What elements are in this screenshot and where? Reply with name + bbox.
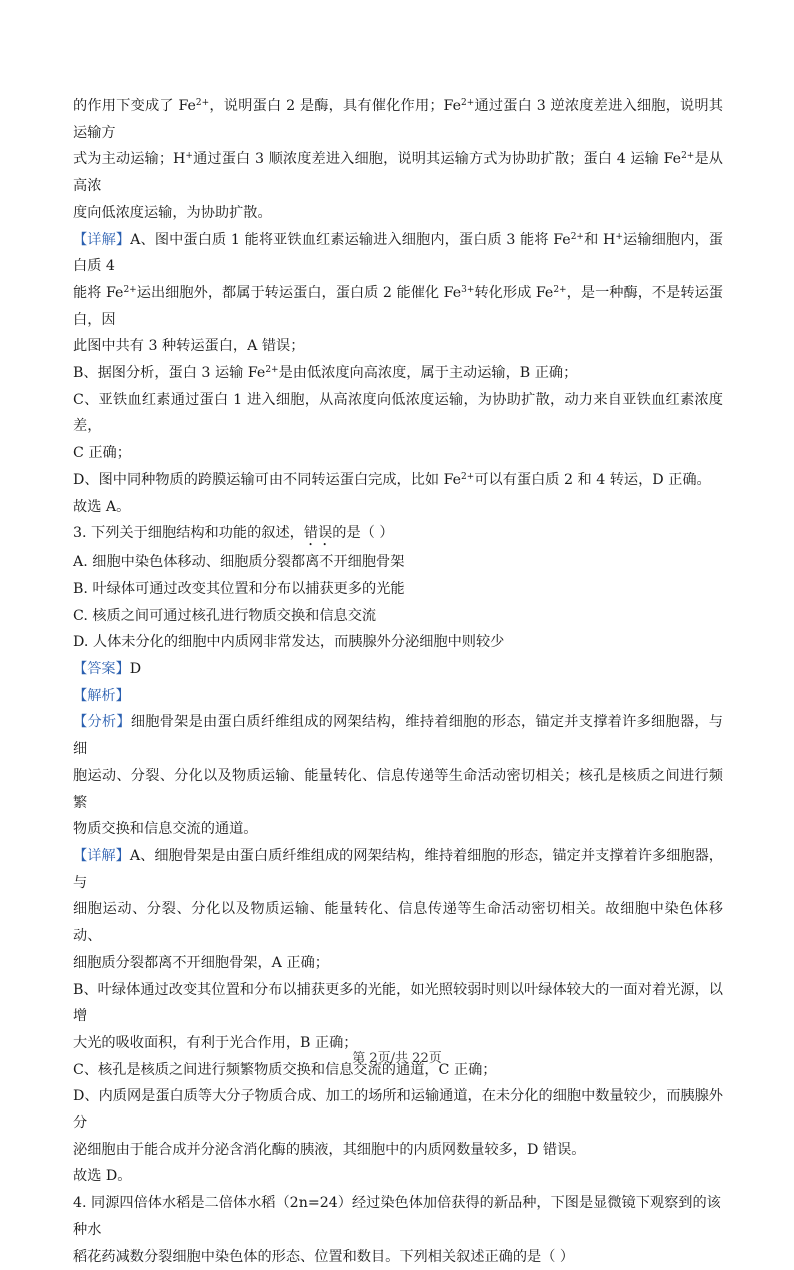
option-c: C. 核质之间可通过核孔进行物质交换和信息交流 <box>73 607 377 624</box>
option-b: B. 叶绿体可通过改变其位置和分布以捕获更多的光能 <box>73 580 405 597</box>
question-4-stem-cont: 稻花药减数分裂细胞中染色体的形态、位置和数目。下列相关叙述正确的是（ ） <box>73 1248 575 1265</box>
text-line: B、叶绿体通过改变其位置和分布以捕获更多的光能，如光照较弱时则以叶绿体较大的一面对着光源，以增 <box>73 981 723 1025</box>
text-line: 式为主动运输；H+通过蛋白 3 顺浓度差进入细胞，说明其运输方式为协助扩散；蛋白 4 运输 $Fe^{2+}$是从高浓 <box>73 151 723 195</box>
answer-line <box>73 656 723 683</box>
text-line: 大光的吸收面积，有利于光合作用，B 正确； <box>73 1034 358 1051</box>
text-line: 此图中共有 3 种转运蛋白，A 错误； <box>73 338 305 355</box>
detail-line: 【详解】A、细胞骨架是由蛋白质纤维组成的网架结构，维持着细胞的形态，锚定并支撑着许多细胞器，与 <box>73 847 723 891</box>
text-line: C、亚铁血红素通过蛋白 1 进入细胞，从高浓度向低浓度运输，为协助扩散，动力来自亚铁血红素浓度差， <box>73 391 723 435</box>
analysis-line: 【分析】细胞骨架是由蛋白质纤维组成的网架结构，维持着细胞的形态，锚定并支撑着许多细胞器，与细 <box>73 714 723 758</box>
question-3-stem: 3. 下列关于细胞结构和功能的叙述，错误的是（ ） <box>73 525 394 542</box>
question-4-stem: 4. 同源四倍体水稻是二倍体水稻（2n=24）经过染色体加倍获得的新品种，下图是显微镜下观察到的该种水 <box>73 1195 721 1238</box>
detail-tag: 【详解】 <box>73 847 130 864</box>
selection-line: 故选 D。 <box>73 1168 132 1185</box>
text-line: 细胞质分裂都离不开细胞骨架，A 正确； <box>73 954 329 971</box>
text-line: 物质交换和信息交流的通道。 <box>73 821 258 838</box>
detail-line: 【详解】A、图中蛋白质 1 能将亚铁血红素运输进入细胞内，蛋白质 3 能将 $Fe^{2+}$和 H+运输细胞内，蛋白质 4 <box>73 231 723 275</box>
text-line: 能将 $Fe^{2+}$运出细胞外，都属于转运蛋白，蛋白质 2 能催化 $Fe^{3+}$转化形成 $Fe^{2+}$，是一种酶，不是转运蛋白，因 <box>73 284 723 328</box>
page-content <box>73 93 723 1270</box>
text-line: C、核孔是核质之间进行频繁物质交换和信息交流的通道，C 正确； <box>73 1061 497 1078</box>
text-line: D、图中同种物质的跨膜运输可由不同转运蛋白完成，比如 $Fe^{2+}$可以有蛋白质 2 和 4 转运，D 正确。 <box>73 471 711 488</box>
option-d: D. 人体未分化的细胞中内质网非常发达，而胰腺外分泌细胞中则较少 <box>73 634 505 651</box>
selection-line: 故选 A。 <box>73 498 131 515</box>
analysis-tag: 【分析】 <box>73 714 131 731</box>
analysis-heading: 【解析】 <box>73 687 130 704</box>
text-line: 细胞运动、分裂、分化以及物质运输、能量转化、信息传递等生命活动密切相关。故细胞中染色体移动、 <box>73 901 723 945</box>
answer-tag: 【答案】 <box>73 661 130 678</box>
text-line: 度向低浓度运输，为协助扩散。 <box>73 204 272 221</box>
page-footer: 第 2页/共 22页 <box>352 1051 442 1066</box>
text-line: 胞运动、分裂、分化以及物质运输、能量转化、信息传递等生命活动密切相关；核孔是核质之间进行频繁 <box>73 767 723 811</box>
text-line: 的作用下变成了 $Fe^{2+}$，说明蛋白 2 是酶，具有催化作用；$Fe^{2+}$通过蛋白 3 逆浓度差进入细胞，说明其运输方 <box>73 98 723 141</box>
answer-value: D <box>129 661 142 678</box>
text-line: 泌细胞由于能合成并分泌含消化酶的胰液，其细胞中的内质网数量较多，D 错误。 <box>73 1141 586 1158</box>
detail-tag: 【详解】 <box>73 231 131 248</box>
option-a: A. 细胞中染色体移动、细胞质分裂都离不开细胞骨架 <box>73 554 405 571</box>
text-line: C 正确； <box>73 445 131 462</box>
text-line: D、内质网是蛋白质等大分子物质合成、加工的场所和运输通道，在未分化的细胞中数量较少，而胰腺外分 <box>73 1088 723 1132</box>
text-line: B、据图分析，蛋白 3 运输 $Fe^{2+}$是由低浓度向高浓度，属于主动运输，B 正确； <box>73 365 578 382</box>
